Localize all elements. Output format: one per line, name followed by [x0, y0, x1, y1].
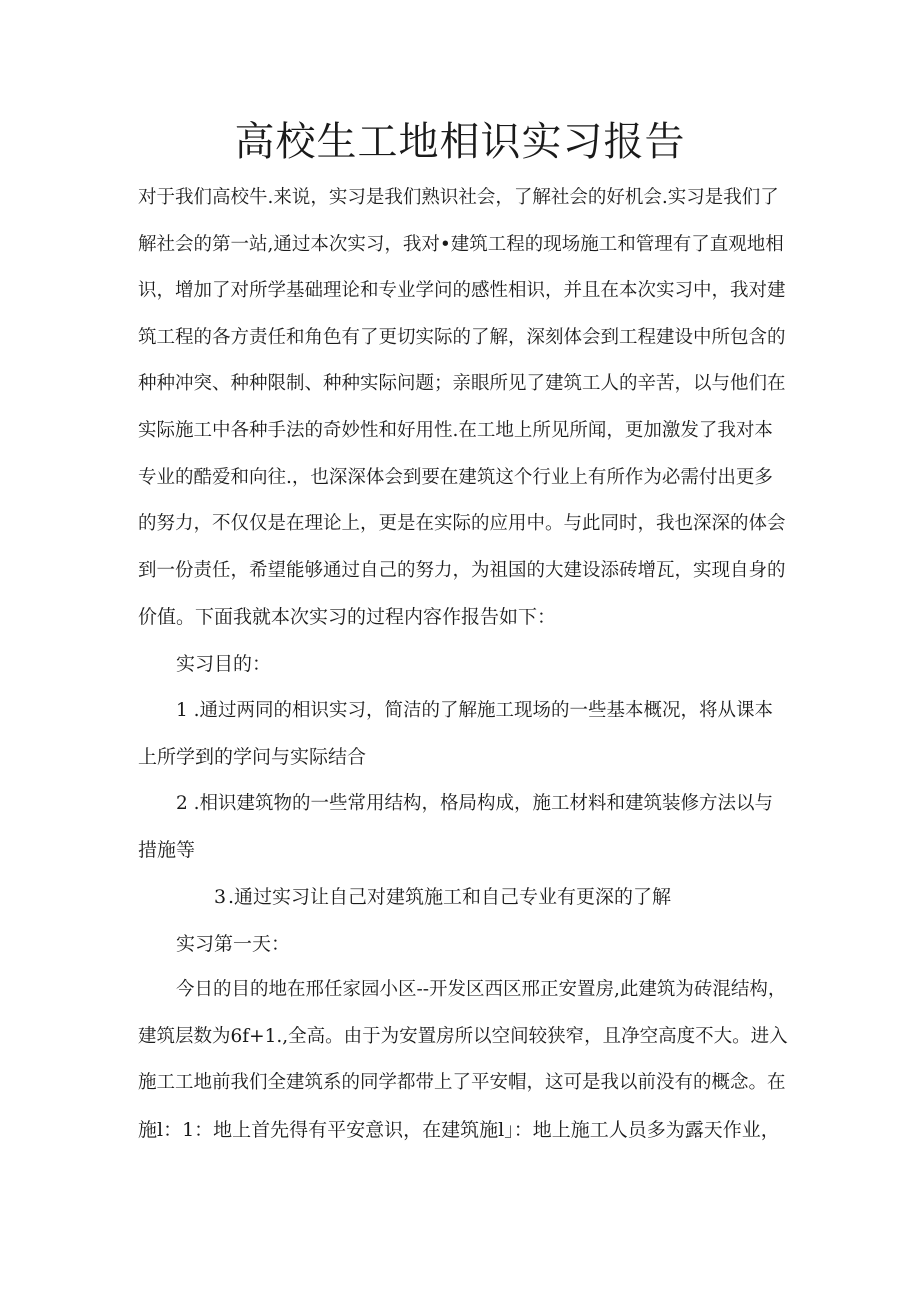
- text-line: 2 .相识建筑物的一些常用结构，格局构成，施工材料和建筑装修方法以与: [176, 792, 774, 814]
- day1-paragraph: [138, 967, 788, 1153]
- text-line: 今日的目的地在邢任家园小区--开发区西区邢正安置房,此建筑为砖混结构，: [176, 979, 787, 1001]
- intro-paragraph: [138, 175, 788, 641]
- document-title: 高校生工地相识实习报告: [234, 119, 686, 165]
- text-line: 解社会的第一站,通过本次实习，我对•建筑工程的现场施工和管理有了直观地相: [138, 233, 784, 255]
- text-line: 价值。下面我就本次实习的过程内容作报告如下：: [138, 606, 557, 629]
- text-line: 措施等: [138, 839, 196, 862]
- text-line: 筑工程的各方责任和角色有了更切实际的了解，深刻体会到工程建设中所包含的: [138, 326, 786, 348]
- text-line: 对于我们高校牛.来说，实习是我们熟识社会，了解社会的好机会.实习是我们了: [138, 187, 779, 208]
- text-line: 的努力，不仅仅是在理论上，更是在实际的应用中。与此同时，我也深深的体会: [138, 513, 786, 535]
- text-line: 种种冲突、种种限制、种种实际问题；亲眼所见了建筑工人的辛苦，以与他们在: [138, 373, 786, 395]
- document-body: [138, 175, 788, 1153]
- purpose-heading: [138, 641, 788, 688]
- text-line: 实际施工中各种手法的奇妙性和好用性.在工地上所见所闻，更加激发了我对本: [138, 419, 773, 441]
- purpose-item-3: [138, 874, 788, 921]
- text-line: 施l：1：地上首先得有平安意识，在建筑施l」：地上施工人员多为露天作业，: [138, 1118, 780, 1141]
- text-line: 上所学到的学问与实际结合: [138, 746, 367, 769]
- item-text: .通过实习让自己对建筑施工和自己专业有更深的了解: [228, 885, 672, 908]
- item-number: 3: [214, 885, 227, 908]
- text-line: 到一份责任，希望能够通过自己的努力，为祖国的大建设添砖增瓦，实现自身的: [138, 559, 786, 581]
- section-heading: 实习第一天：: [176, 932, 291, 955]
- day1-heading: [138, 921, 788, 968]
- purpose-item-1: [138, 688, 788, 781]
- text-line: 1 .通过两同的相识实习，简洁的了解施工现场的一些基本概况，将从课本: [176, 699, 774, 721]
- text-line: [138, 874, 788, 921]
- text-line: 专业的酷爱和向往.，也深深体会到要在建筑这个行业上有所作为必需付出更多: [138, 466, 773, 488]
- section-heading: 实习目的：: [176, 652, 272, 675]
- purpose-item-2: [138, 781, 788, 874]
- text-line: 识，增加了对所学基础理论和专业学问的感性相识，并且在本次实习中，我对建: [138, 280, 786, 302]
- text-line: 建筑层数为6f+1.,全高。由于为安置房所以空间较狭窄，且净空高度不大。进入: [138, 1025, 788, 1047]
- text-line: 施工工地前我们全建筑系的同学都带上了平安帽，这可是我以前没有的概念。在: [138, 1072, 786, 1094]
